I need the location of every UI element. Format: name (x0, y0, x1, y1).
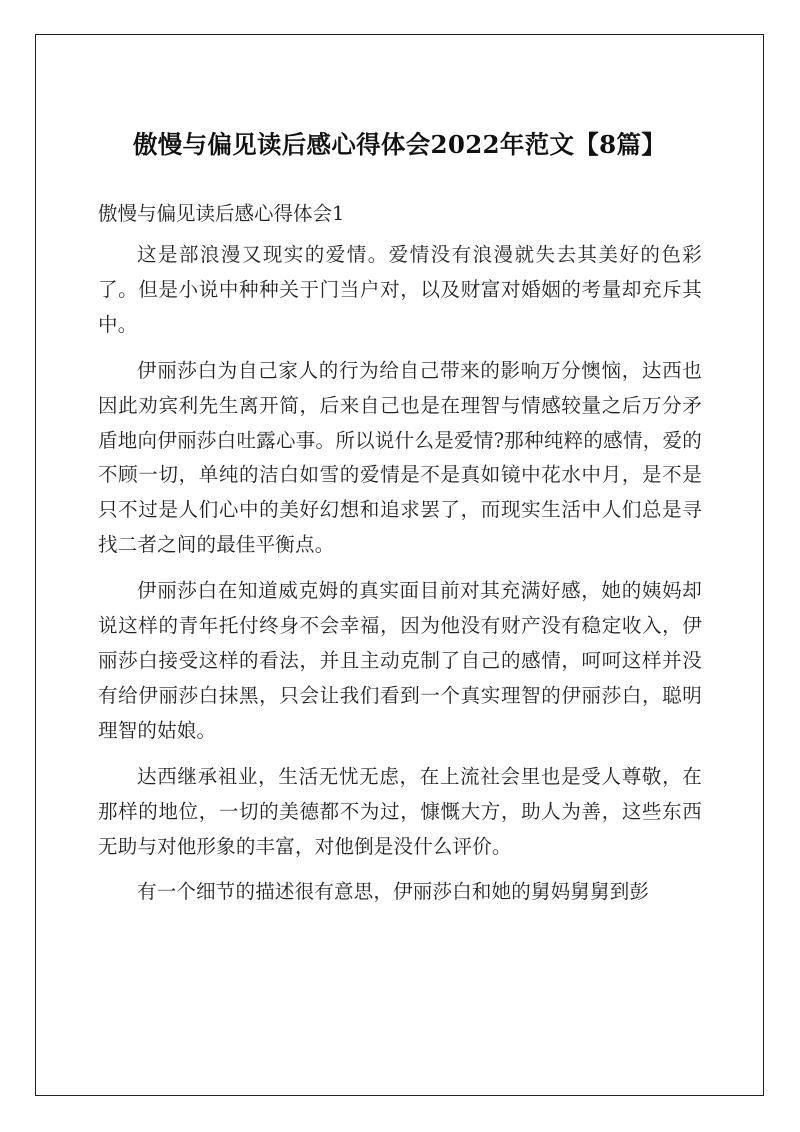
document-body (98, 238, 702, 921)
paragraph-4: 达西继承祖业，生活无忧无虑，在上流社会里也是受人尊敬，在那样的地位，一切的美德都不为过，慷慨大方，助人为善，这些东西无助与对他形象的丰富，对他倒是没什么评价。 (98, 764, 702, 858)
paragraph-1: 这是部浪漫又现实的爱情。爱情没有浪漫就失去其美好的色彩了。但是小说中种种关于门当户对，以及财富对婚姻的考量却充斥其中。 (98, 243, 702, 336)
paragraph-3: 伊丽莎白在知道威克姆的真实面目前对其充满好感，她的姨妈却说这样的青年托付终身不会幸福，因为他没有财产没有稳定收入，伊丽莎白接受这样的看法，并且主动克制了自己的感情，呵呵这样并没有给伊丽莎白抹黑，只会让我们看到一个真实理智的伊丽莎白，聪明理智的姑娘。 (98, 579, 702, 742)
document-title: 傲慢与偏见读后感心得体会2022年范文【8篇】 (132, 130, 667, 159)
section-heading: 傲慢与偏见读后感心得体会1 (98, 202, 345, 225)
paragraph-5: 有一个细节的描述很有意思，伊丽莎白和她的舅妈舅舅到彭 (137, 880, 650, 904)
paragraph-2: 伊丽莎白为自己家人的行为给自己带来的影响万分懊恼，达西也因此劝宾利先生离开简，后来自己也是在理智与情感较量之后万分矛盾地向伊丽莎白吐露心事。所以说什么是爱情?那种纯粹的感情，爱的不顾一切，单纯的洁白如雪的爱情是不是真如镜中花水中月，是不是只不过是人们心中的美好幻想和追求罢了，而现实生活中人们总是寻找二者之间的最佳平衡点。 (98, 358, 702, 557)
